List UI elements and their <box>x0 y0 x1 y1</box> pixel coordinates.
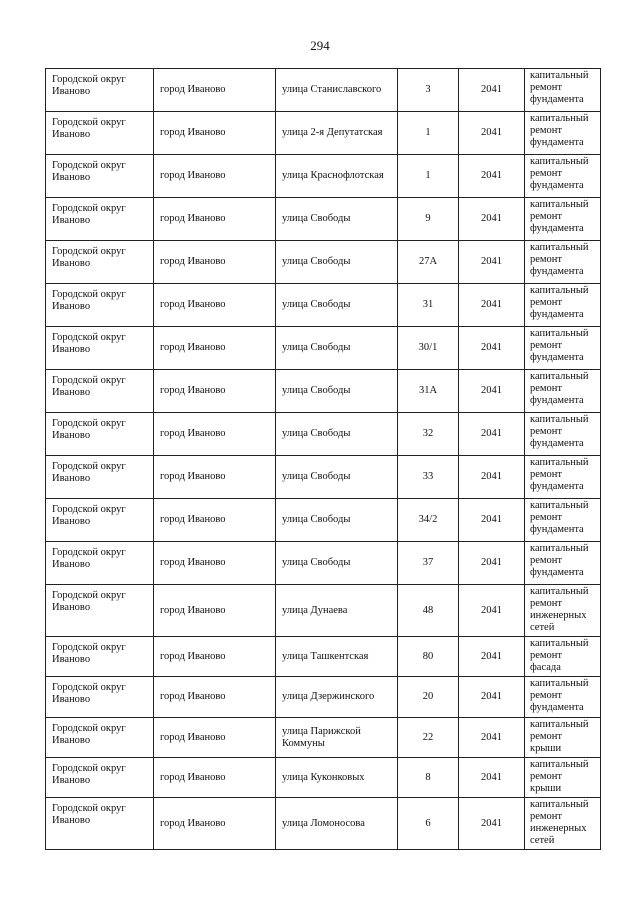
cell-street: улица Свободы <box>276 542 398 585</box>
cell-year: 2041 <box>459 69 525 112</box>
cell-city: город Иваново <box>154 718 276 758</box>
cell-work-type: капитальный ремонт фундамента <box>525 112 601 155</box>
cell-year: 2041 <box>459 370 525 413</box>
table-row <box>46 327 601 370</box>
table-row <box>46 413 601 456</box>
cell-work-type: капитальный ремонт инженерных сетей <box>525 585 601 637</box>
cell-year: 2041 <box>459 241 525 284</box>
cell-work-type: капитальный ремонт фундамента <box>525 456 601 499</box>
cell-year: 2041 <box>459 456 525 499</box>
cell-work-type: капитальный ремонт фундамента <box>525 677 601 718</box>
cell-city: город Иваново <box>154 198 276 241</box>
cell-year: 2041 <box>459 155 525 198</box>
table-row <box>46 155 601 198</box>
cell-house-number: 22 <box>398 718 459 758</box>
cell-okrug: Городской округ Иваново <box>46 327 154 370</box>
cell-year: 2041 <box>459 677 525 718</box>
cell-street: улица Дунаева <box>276 585 398 637</box>
cell-okrug: Городской округ Иваново <box>46 677 154 718</box>
cell-street: улица Краснофлотская <box>276 155 398 198</box>
cell-street: улица Ломоносова <box>276 798 398 850</box>
cell-city: город Иваново <box>154 798 276 850</box>
cell-house-number: 3 <box>398 69 459 112</box>
table-row <box>46 677 601 718</box>
cell-year: 2041 <box>459 758 525 798</box>
cell-house-number: 32 <box>398 413 459 456</box>
cell-street: улица Свободы <box>276 413 398 456</box>
cell-year: 2041 <box>459 198 525 241</box>
table-row <box>46 284 601 327</box>
cell-year: 2041 <box>459 798 525 850</box>
table-row <box>46 798 601 850</box>
cell-okrug: Городской округ Иваново <box>46 758 154 798</box>
cell-work-type: капитальный ремонт фундамента <box>525 69 601 112</box>
cell-work-type: капитальный ремонт фундамента <box>525 198 601 241</box>
cell-work-type: капитальный ремонт фундамента <box>525 413 601 456</box>
cell-okrug: Городской округ Иваново <box>46 542 154 585</box>
cell-year: 2041 <box>459 284 525 327</box>
cell-work-type: капитальный ремонт фундамента <box>525 499 601 542</box>
cell-house-number: 30/1 <box>398 327 459 370</box>
cell-year: 2041 <box>459 585 525 637</box>
cell-city: город Иваново <box>154 542 276 585</box>
table-row <box>46 241 601 284</box>
table-row <box>46 370 601 413</box>
cell-street: улица Ташкентская <box>276 637 398 677</box>
cell-okrug: Городской округ Иваново <box>46 284 154 327</box>
cell-year: 2041 <box>459 327 525 370</box>
cell-house-number: 31А <box>398 370 459 413</box>
cell-house-number: 48 <box>398 585 459 637</box>
cell-work-type: капитальный ремонт фундамента <box>525 327 601 370</box>
cell-okrug: Городской округ Иваново <box>46 637 154 677</box>
cell-house-number: 1 <box>398 155 459 198</box>
cell-city: город Иваново <box>154 327 276 370</box>
cell-city: город Иваново <box>154 499 276 542</box>
cell-house-number: 31 <box>398 284 459 327</box>
cell-okrug: Городской округ Иваново <box>46 198 154 241</box>
cell-year: 2041 <box>459 718 525 758</box>
cell-okrug: Городской округ Иваново <box>46 155 154 198</box>
cell-okrug: Городской округ Иваново <box>46 456 154 499</box>
table-row <box>46 456 601 499</box>
cell-street: улица Свободы <box>276 327 398 370</box>
table-body <box>46 69 601 850</box>
cell-city: город Иваново <box>154 585 276 637</box>
table-row <box>46 758 601 798</box>
cell-year: 2041 <box>459 542 525 585</box>
cell-street: улица Куконковых <box>276 758 398 798</box>
table-row <box>46 198 601 241</box>
cell-street: улица Свободы <box>276 456 398 499</box>
table-row <box>46 585 601 637</box>
cell-city: город Иваново <box>154 637 276 677</box>
cell-work-type: капитальный ремонт фундамента <box>525 370 601 413</box>
cell-street: улица Станиславского <box>276 69 398 112</box>
repair-schedule-table <box>45 68 601 850</box>
cell-house-number: 8 <box>398 758 459 798</box>
cell-okrug: Городской округ Иваново <box>46 241 154 284</box>
cell-house-number: 9 <box>398 198 459 241</box>
cell-street: улица Свободы <box>276 198 398 241</box>
cell-street: улица Свободы <box>276 499 398 542</box>
cell-work-type: капитальный ремонт фундамента <box>525 241 601 284</box>
cell-city: город Иваново <box>154 241 276 284</box>
cell-house-number: 1 <box>398 112 459 155</box>
table-row <box>46 718 601 758</box>
cell-work-type: капитальный ремонт фундамента <box>525 284 601 327</box>
cell-house-number: 37 <box>398 542 459 585</box>
cell-city: город Иваново <box>154 69 276 112</box>
cell-city: город Иваново <box>154 112 276 155</box>
cell-okrug: Городской округ Иваново <box>46 413 154 456</box>
cell-street: улица Свободы <box>276 370 398 413</box>
cell-street: улица Свободы <box>276 241 398 284</box>
cell-city: город Иваново <box>154 413 276 456</box>
cell-house-number: 33 <box>398 456 459 499</box>
cell-okrug: Городской округ Иваново <box>46 499 154 542</box>
table-row <box>46 69 601 112</box>
cell-work-type: капитальный ремонт фундамента <box>525 542 601 585</box>
table-row <box>46 499 601 542</box>
cell-okrug: Городской округ Иваново <box>46 798 154 850</box>
cell-house-number: 80 <box>398 637 459 677</box>
table-row <box>46 542 601 585</box>
cell-work-type: капитальный ремонт инженерных сетей <box>525 798 601 850</box>
cell-street: улица Свободы <box>276 284 398 327</box>
cell-street: улица Парижской Коммуны <box>276 718 398 758</box>
cell-work-type: капитальный ремонт крыши <box>525 758 601 798</box>
cell-year: 2041 <box>459 637 525 677</box>
cell-house-number: 27А <box>398 241 459 284</box>
cell-house-number: 20 <box>398 677 459 718</box>
cell-work-type: капитальный ремонт фасада <box>525 637 601 677</box>
cell-okrug: Городской округ Иваново <box>46 585 154 637</box>
cell-city: город Иваново <box>154 370 276 413</box>
cell-okrug: Городской округ Иваново <box>46 112 154 155</box>
cell-okrug: Городской округ Иваново <box>46 370 154 413</box>
cell-city: город Иваново <box>154 456 276 499</box>
cell-house-number: 34/2 <box>398 499 459 542</box>
cell-year: 2041 <box>459 499 525 542</box>
cell-year: 2041 <box>459 112 525 155</box>
cell-okrug: Городской округ Иваново <box>46 69 154 112</box>
cell-work-type: капитальный ремонт фундамента <box>525 155 601 198</box>
cell-year: 2041 <box>459 413 525 456</box>
cell-work-type: капитальный ремонт крыши <box>525 718 601 758</box>
cell-city: город Иваново <box>154 155 276 198</box>
cell-okrug: Городской округ Иваново <box>46 718 154 758</box>
cell-city: город Иваново <box>154 284 276 327</box>
page-number: 294 <box>310 38 330 53</box>
cell-city: город Иваново <box>154 677 276 718</box>
cell-house-number: 6 <box>398 798 459 850</box>
table-row <box>46 112 601 155</box>
cell-street: улица Дзержинского <box>276 677 398 718</box>
cell-city: город Иваново <box>154 758 276 798</box>
table-row <box>46 637 601 677</box>
cell-street: улица 2-я Депутатская <box>276 112 398 155</box>
